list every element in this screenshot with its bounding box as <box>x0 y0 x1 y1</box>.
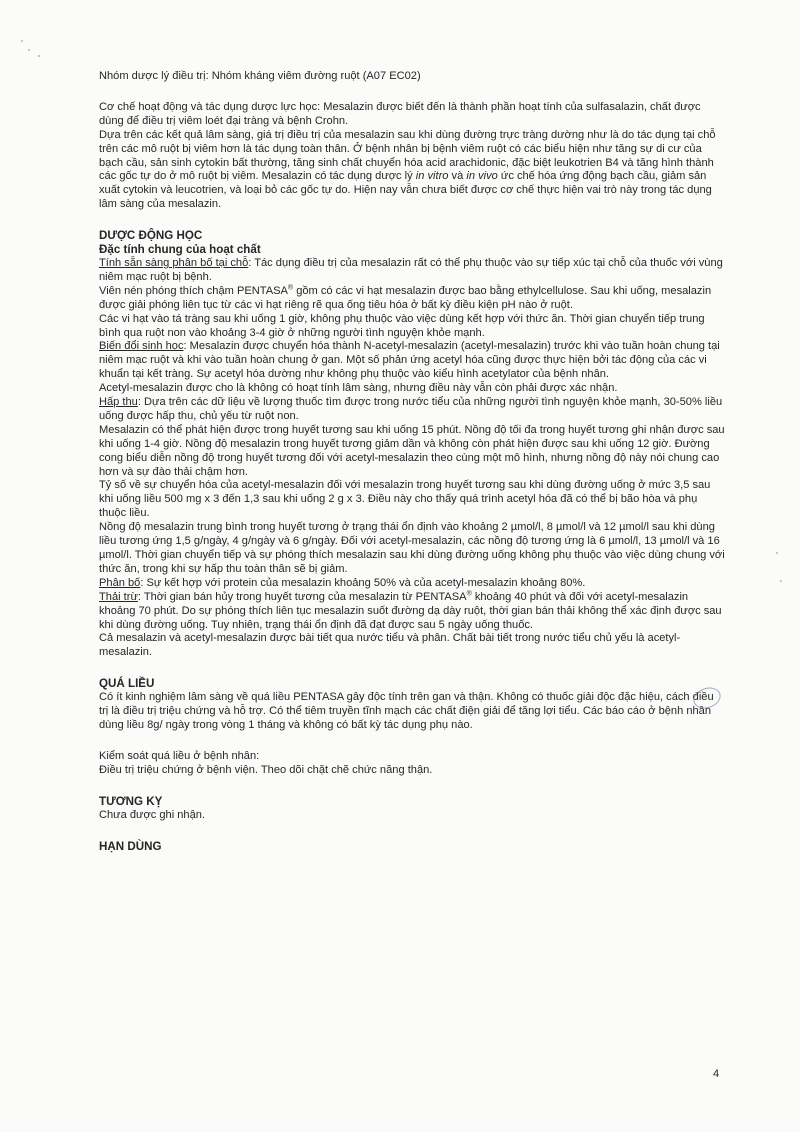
general-properties-subheading: Đặc tính chung của hoạt chất <box>99 243 261 257</box>
incompatibilities-heading: TƯƠNG KỴ <box>99 794 163 808</box>
steady-state-paragraph: Nồng độ mesalazin trung bình trong huyết tương ở trạng thái ổn định vào khoảng 2 µmol/l, 8 µmol/l và 12 µmol/l sau khi dùng liều tương ứng 1,5 g/ngày, 4 g/ngày và 6 g/ngày. Đối với acetyl-mesalazin, các nồng độ tương ứng là 6 µmol/l, 13 µmol/l và 16 µmol/l. Thời gian chuyển tiếp và sự phóng thích mesalazin sau khi dùng đường uống không phụ thuộc vào việc dùng chung với thức ăn, trong khi sự hấp thu toàn thân sẽ bị giảm. <box>99 521 725 575</box>
tablet-description-paragraph: Viên nén phóng thích chậm PENTASA® gồm có các vi hạt mesalazin được bao bằng ethylcellulose. Sau khi uống, mesalazin được giải phóng liên tục từ các vi hạt riêng rẽ qua ống tiêu hóa ở bất kỳ điều kiện pH nào ở ruột. <box>99 284 712 311</box>
page-number: 4 <box>713 1068 720 1080</box>
absorption-paragraph: Hấp thu: Dựa trên các dữ liệu về lượng thuốc tìm được trong nước tiểu của những người tình nguyện khỏe mạnh, 30-50% liều uống được hấp thu, chủ yếu từ ruột non. <box>99 396 723 422</box>
overdose-paragraph: Có ít kinh nghiệm lâm sàng về quá liều PENTASA gây độc tính trên gan và thận. Không có thuốc giải độc đặc hiệu, cách điều trị là điều trị triệu chứng và hỗ trợ. Có thể tiêm truyền tĩnh mạch các chất điện giải để tăng lợi tiểu. Các báo cáo ở bệnh nhân dùng liều 8g/ ngày trong vòng 1 tháng và không có bất kỳ tác dụng phụ nào. <box>99 691 714 731</box>
scan-speck <box>776 552 778 554</box>
clinical-effects-paragraph: Dựa trên các kết quả lâm sàng, giá trị điều trị của mesalazin sau khi dùng đường trực tràng dường như là do tác dụng tại chỗ trên các mô ruột bị viêm hơn là tác dụng toàn thân. Ở bệnh nhân bị bệnh viêm ruột có các biểu hiện như tăng sự di cư của bạch cầu, sản sinh cytokin bất thường, tăng sinh chất chuyển hóa acid arachidonic, đặc biệt leukotrien B4 và tăng hình thành các gốc tự do ở mô ruột bị viêm. Mesalazin có tác dụng dược lý in vitro và in vivo ức chế hóa ứng động bạch cầu, giảm sản xuất cytokin và leucotrien, và loại bỏ các gốc tự do. Hiện nay vẫn chưa biết được cơ chế thực hiện vai trò này trong tác dụng lâm sàng của mesalazin. <box>99 128 716 211</box>
distribution-paragraph: Phân bố: Sự kết hợp với protein của mesalazin khoảng 50% và của acetyl-mesalazin khoảng 80%. <box>99 576 586 589</box>
pharmacotherapeutic-group: Nhóm dược lý điều trị: Nhóm kháng viêm đường ruột (A07 EC02) <box>99 70 421 82</box>
metabolism-ratio-paragraph: Tỷ số về sự chuyển hóa của acetyl-mesalazin đối với mesalazin trong huyết tương sau khi dùng đường uống ở mức 3,5 sau khi uống liều 500 mg x 3 đến 1,3 sau khi uống 2 g x 3. Điều này cho thấy quá trình acetyl hóa đã có thể bị bão hòa và phụ thuộc liều. <box>99 479 711 520</box>
incompatibilities-paragraph: Chưa được ghi nhận. <box>99 808 206 821</box>
overdose-control-paragraph: Điều trị triệu chứng ở bệnh viện. Theo dõi chặt chẽ chức năng thận. <box>99 763 433 776</box>
acetyl-activity-paragraph: Acetyl-mesalazin được cho là không có hoạt tính lâm sàng, nhưng điều này vẫn còn phải được xác nhận. <box>99 382 618 395</box>
local-availability-paragraph: Tính sẵn sàng phân bố tại chỗ: Tác dụng điều trị của mesalazin rất có thể phụ thuộc vào sự tiếp xúc tại chỗ của thuốc với vùng niêm mạc ruột bị bệnh. <box>99 256 723 283</box>
transit-paragraph: Các vi hạt vào tá tràng sau khi uống 1 giờ, không phụ thuộc vào việc dùng kết hợp với thức ăn. Thời gian chuyển tiếp trung bình qua ruột non vào khoảng 3-4 giờ ở những người tình nguyện khỏe mạnh. <box>99 312 705 339</box>
overdose-heading: QUÁ LIỀU <box>99 677 155 691</box>
overdose-control-label: Kiểm soát quá liều ở bệnh nhân: <box>99 749 260 762</box>
shelf-life-heading: HẠN DÙNG <box>99 839 162 853</box>
scan-speck <box>780 580 782 582</box>
detection-paragraph: Mesalazin có thể phát hiện được trong huyết tương sau khi uống 15 phút. Nồng độ tối đa trong huyết tương ghi nhận được sau khi uống 1-4 giờ. Nồng độ mesalazin trong huyết tương giảm dần và không còn phát hiện được sau khi uống 12 giờ. Đường cong biểu diễn nồng độ trong huyết tương đối với acetyl-mesalazin theo cùng một mô hình, nhưng nồng độ này nói chung cao hơn và sự đào thải chậm hơn. <box>99 423 725 478</box>
scan-speck <box>21 40 23 42</box>
pharmacokinetics-heading: DƯỢC ĐỘNG HỌC <box>99 229 203 243</box>
biotransformation-paragraph: Biến đổi sinh học: Mesalazin được chuyển hóa thành N-acetyl-mesalazin (acetyl-mesalazin) trước khi vào tuần hoàn chung tại niêm mạc ruột và khi vào tuần hoàn chung ở gan. Một số phản ứng acetyl hóa cũng được thực hiện bởi tác động của các vi khuẩn tại kết tràng. Sự acetyl hóa dường như không phụ thuộc vào kiểu hình acetylator của bệnh nhân. <box>99 340 720 381</box>
mechanism-paragraph: Cơ chế hoạt động và tác dụng dược lực học: Mesalazin được biết đến là thành phần hoạt tính của sulfasalazin, chất được dùng để điều trị viêm loét đại tràng và bệnh Crohn. <box>99 100 701 127</box>
elimination-paragraph: Thải trừ: Thời gian bán hủy trong huyết tương của mesalazin từ PENTASA® khoảng 40 phút và đối với acetyl-mesalazin khoảng 70 phút. Do sự phóng thích liên tục mesalazin suốt đường dạ dày ruột, thời gian bán thải không thể xác định được sau khi dùng đường uống. Tuy nhiên, trạng thái ổn định đã đạt được sau 5 ngày uống thuốc. <box>99 590 722 631</box>
scan-speck <box>38 55 40 57</box>
scan-speck <box>28 49 30 51</box>
document-page <box>99 70 725 853</box>
excretion-paragraph: Cả mesalazin và acetyl-mesalazin được bài tiết qua nước tiểu và phân. Chất bài tiết trong nước tiểu chủ yếu là acetyl-mesalazin. <box>99 632 681 659</box>
